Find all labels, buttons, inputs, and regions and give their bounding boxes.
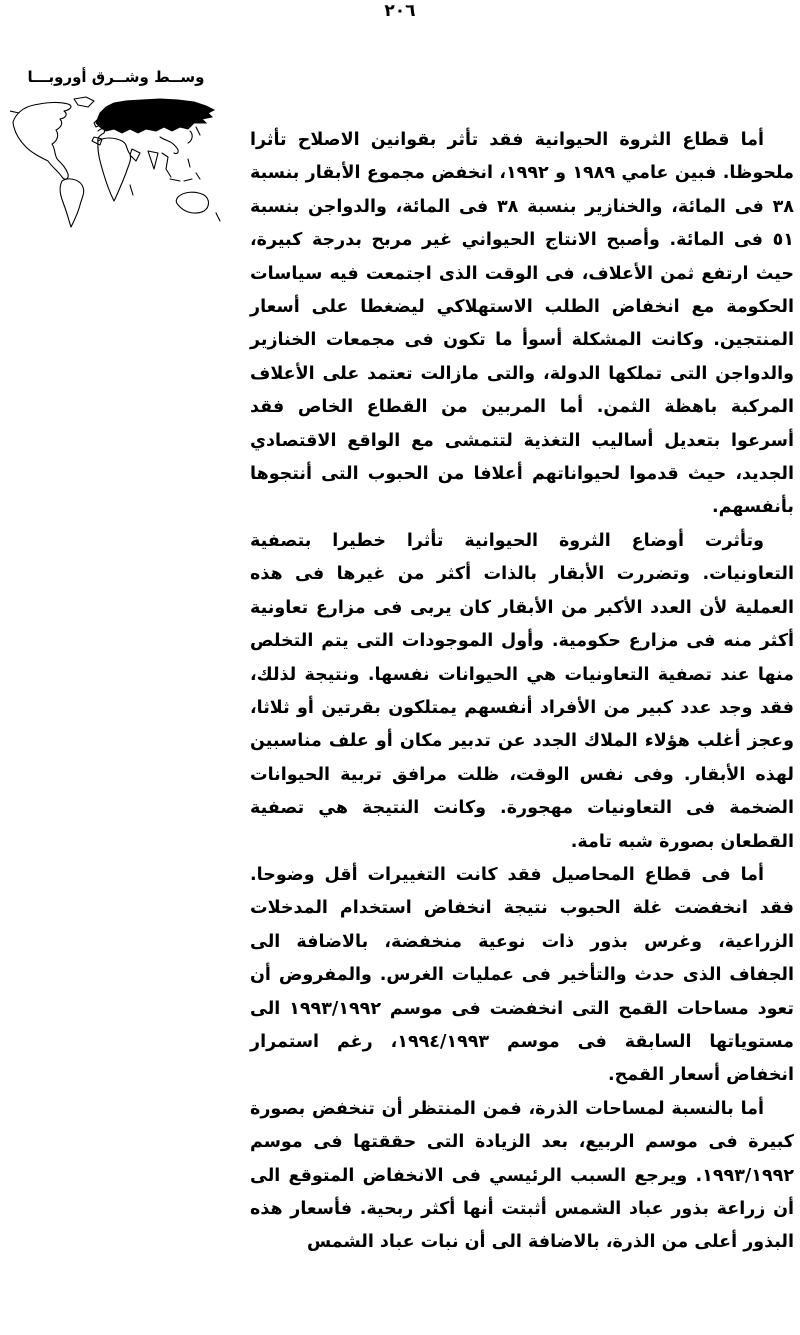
body-paragraph: أما فى قطاع المحاصيل فقد كانت التغييرات أقل وضوحا. فقد انخفضت غلة الحبوب نتيجة انخفاض استخدام المدخلات الزراعية، وغرس بذور ذات نوعية منخفضة، بالاضافة الى الجفاف الذى حدث والتأخير فى عمليات الغرس. والمفروض أن تعود مساحات القمح التى انخفضت فى موسم ١٩٩٣/١٩٩٢ الى مستوياتها السابقة فى موسم ١٩٩٤/١٩٩٣، رغم استمرار انخفاض أسعار القمح. [250, 864, 794, 1086]
world-map-figure [0, 96, 232, 236]
margin-column [0, 68, 232, 236]
page-number: ٢٠٦ [384, 1, 416, 21]
outline-southeast-asia [162, 153, 171, 177]
outline-south-america [60, 179, 84, 227]
outline-australia [176, 192, 208, 213]
outline-north-america [13, 102, 71, 179]
outline-africa [98, 138, 131, 201]
outline-new-zealand [216, 213, 220, 221]
article-body [250, 124, 794, 1335]
outline-madagascar [130, 185, 133, 195]
body-paragraph: أما بالنسبة لمساحات الذرة، فمن المنتظر أن تنخفض بصورة كبيرة فى موسم الربيع، بعد الزيادة التى حققتها فى موسم ١٩٩٣/١٩٩٢. ويرجع السبب الرئيسي فى الانخفاض المتوقع الى أن زراعة بذور عباد الشمس أثبتت أنها أكثر ربحية. فأسعار هذه البذور أعلى من الذرة، بالاضافة الى أن نبات عباد الشمس [250, 1098, 794, 1253]
outline-greenland [74, 97, 94, 107]
section-heading: وســط وشــرق أوروبـــا [27, 68, 205, 86]
outline-indonesia [170, 173, 200, 181]
outline-alaska-tip [10, 111, 19, 113]
body-paragraph: وتأثرت أوضاع الثروة الحيوانية تأثرا خطيرا بتصفية التعاونيات. وتضررت الأبقار بالذات أكثر من غيرها فى هذه العملية لأن العدد الأكبر من الأبقار كان يربى فى مزارع تعاونية أكثر منه فى مزارع حكومية. وأول الموجودات التى يتم التخلص منها عند تصفية التعاونيات هي الحيوانات نفسها. ونتيجة لذلك، فقد وجد عدد كبير من الأفراد أنفسهم يمتلكون بقرتين أو ثلاثا، وعجز أغلب هؤلاء الملاك الجدد عن تدبير مكان أو علف مناسبين لهذه الأبقار. وفى نفس الوقت، ظلت مرافق تربية الحيوانات الضخمة فى التعاونيات مهجورة. وكانت النتيجة هي تصفية القطعان بصورة شبه تامة. [250, 530, 794, 852]
body-paragraph: أما قطاع الثروة الحيوانية فقد تأثر بقوانين الاصلاح تأثرا ملحوظا. فبين عامي ١٩٨٩ و ١٩٩٢، انخفض مجموع الأبقار بنسبة ٣٨ فى المائة، والخنازير بنسبة ٣٨ فى المائة، والدواجن بنسبة ٥١ فى المائة. وأصبح الانتاج الحيواني غير مربح بدرجة كبيرة، حيث ارتفع ثمن الأعلاف، فى الوقت الذى اجتمعت فيه سياسات الحكومة مع انخفاض الطلب الاستهلاكي ليضغطا على أسعار المنتجين. وكانت المشكلة أسوأ ما تكون فى مجمعات الخنازير والدواجن التى تملكها الدولة، والتى مازالت تعتمد على الأعلاف المركبة باهظة الثمن. أما المربين من القطاع الخاص فقد أسرعوا بتعديل أساليب التغذية لتتمشى مع الواقع الاقتصادي الجديد، حيث قدموا لحيواناتهم أعلافا من الحبوب التى أنتجوها بأنفسهم. [250, 130, 794, 518]
outline-india [148, 151, 158, 169]
outline-china-coast [160, 137, 178, 154]
outline-arabia [130, 149, 140, 161]
outline-iberia [92, 137, 102, 145]
outline-philippines [188, 159, 190, 167]
outline-korea-japan [188, 127, 200, 143]
world-map-icon [10, 96, 232, 236]
